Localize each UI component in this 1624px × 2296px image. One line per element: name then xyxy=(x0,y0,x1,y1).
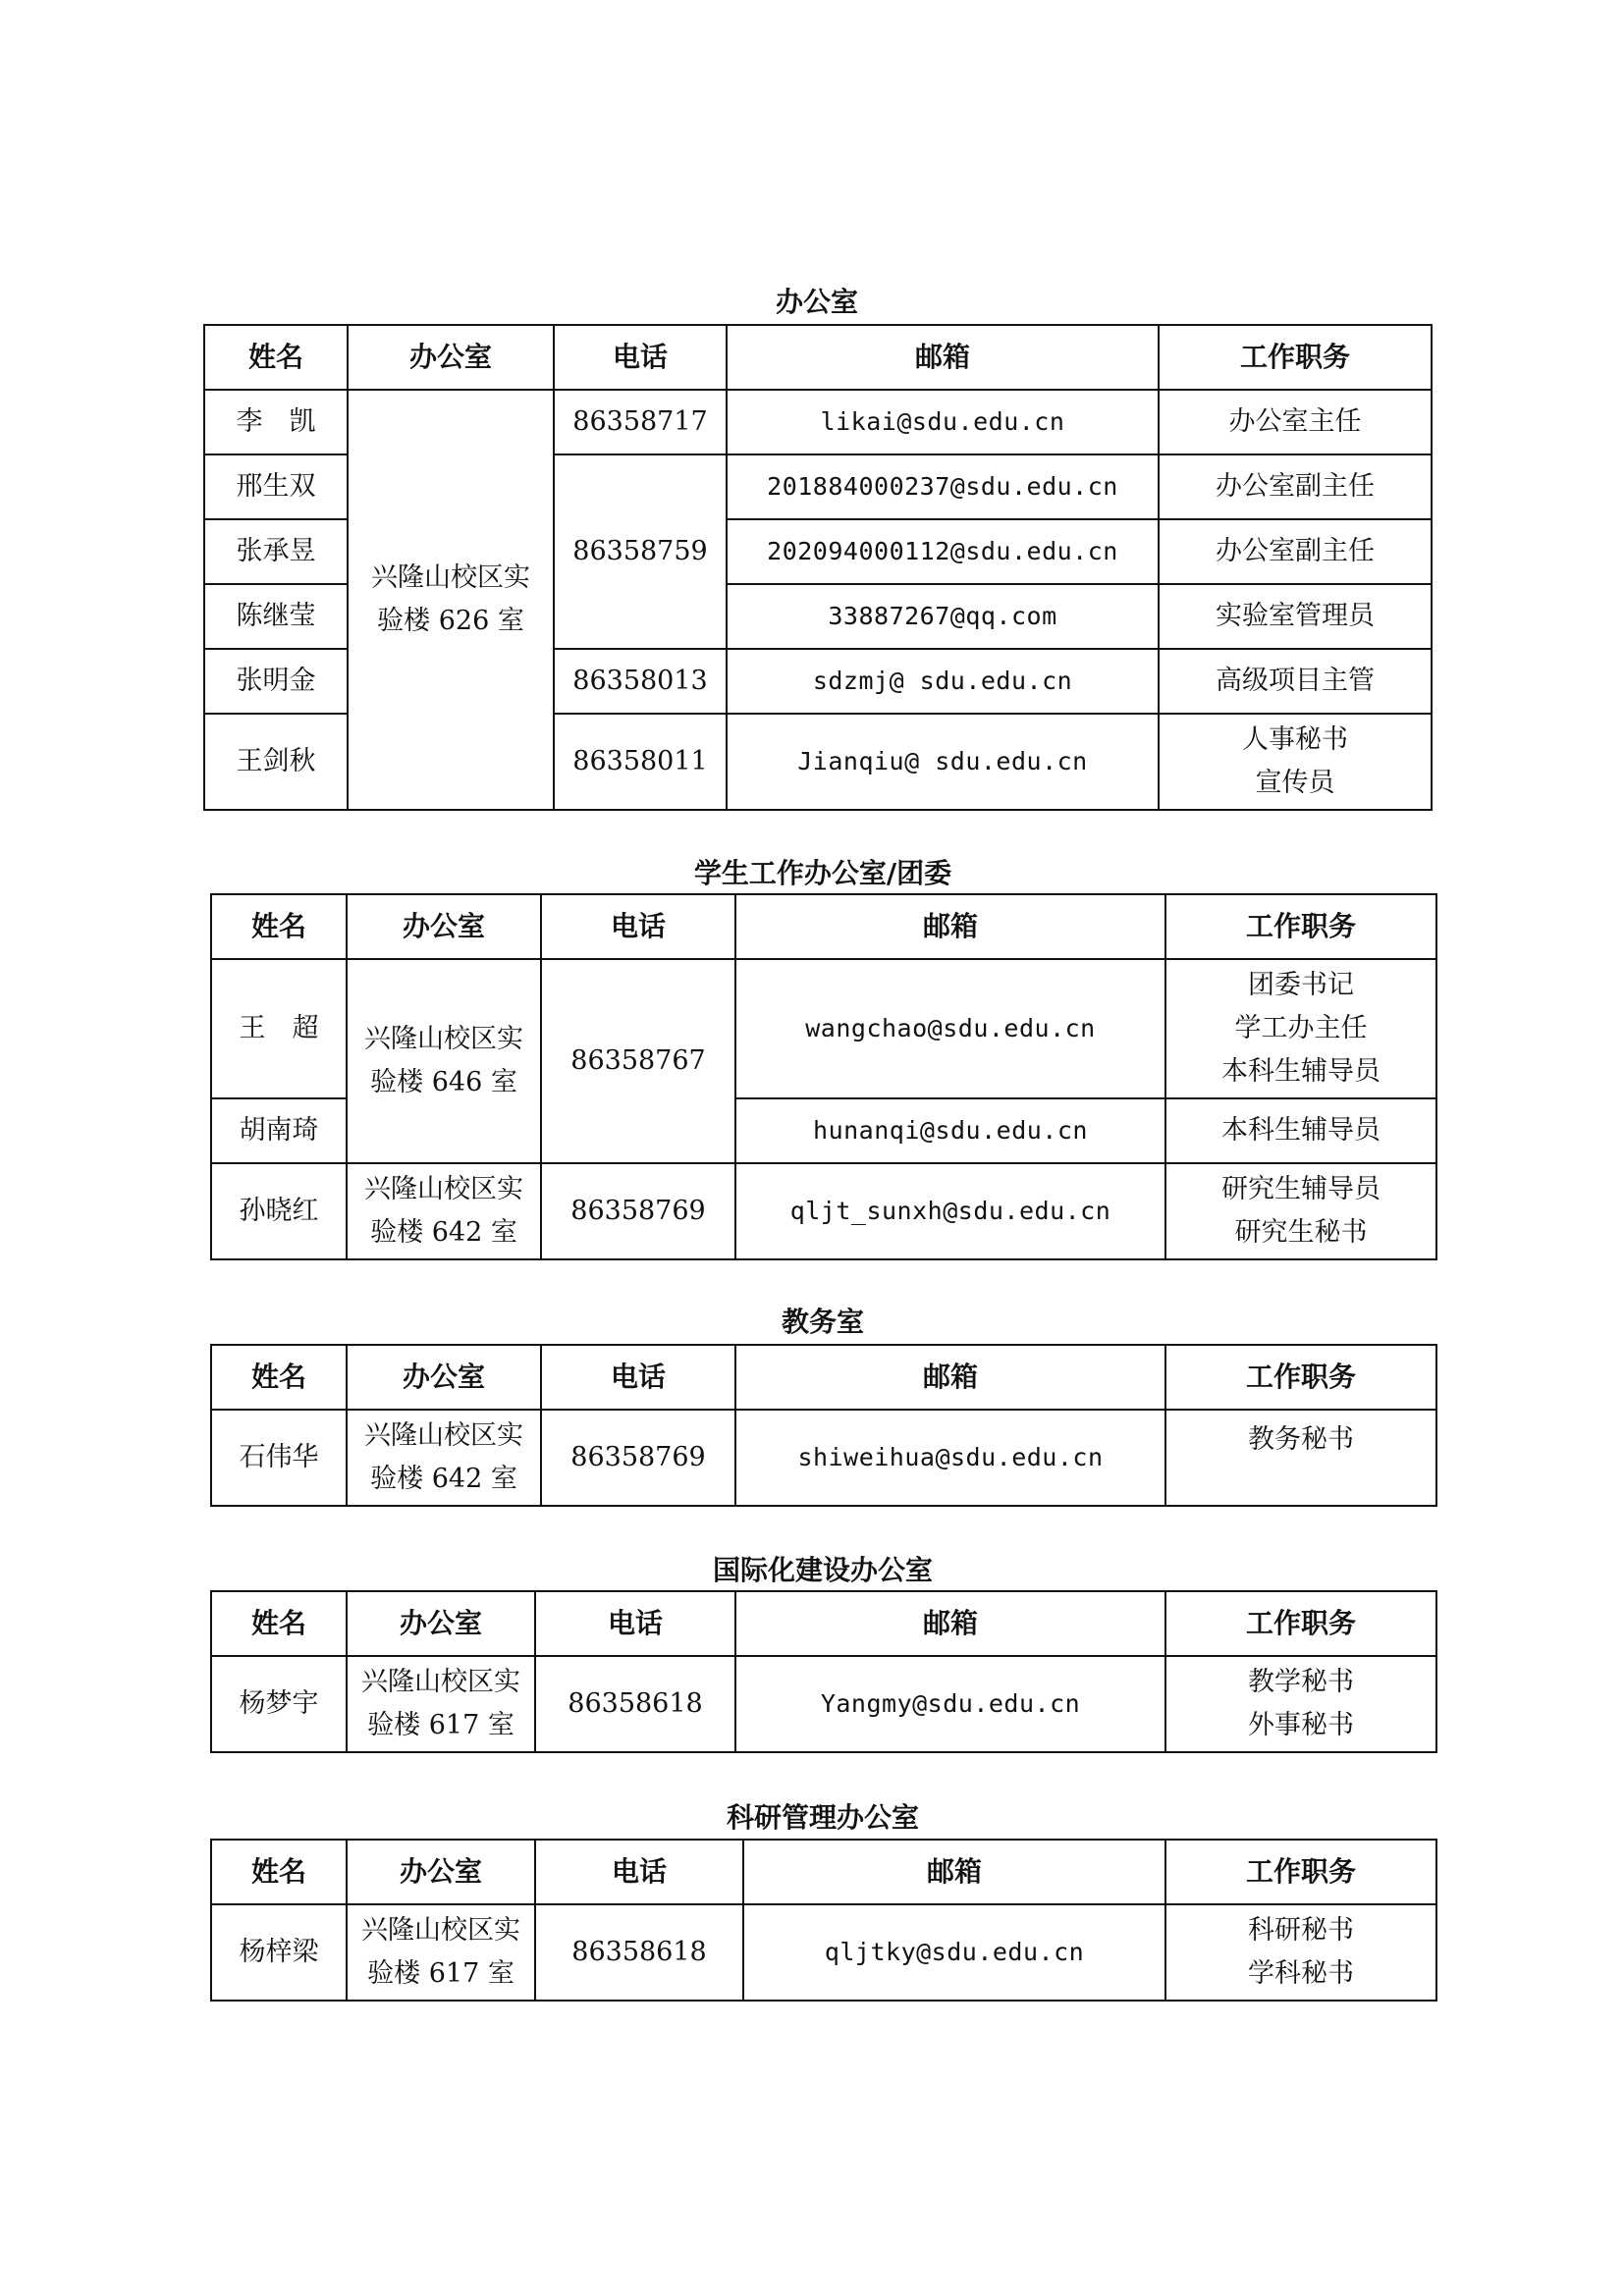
position-cell: 实验室管理员 xyxy=(1159,584,1432,649)
header-phone: 电话 xyxy=(554,325,727,390)
position-cell: 科研秘书 学科秘书 xyxy=(1165,1904,1436,2001)
header-position: 工作职务 xyxy=(1165,1591,1436,1656)
phone-cell: 86358618 xyxy=(535,1656,735,1752)
header-phone: 电话 xyxy=(541,1345,735,1410)
position-cell: 本科生辅导员 xyxy=(1165,1098,1436,1163)
position-cell: 教学秘书 外事秘书 xyxy=(1165,1656,1436,1752)
name-cell: 邢生双 xyxy=(204,454,348,519)
header-name: 姓名 xyxy=(211,1840,347,1904)
phone-cell: 86358013 xyxy=(554,649,727,714)
header-row xyxy=(211,894,1436,959)
research-management-table xyxy=(210,1839,1437,2002)
name-cell: 张明金 xyxy=(204,649,348,714)
email-cell: wangchao@sdu.edu.cn xyxy=(735,959,1165,1098)
name-cell: 陈继莹 xyxy=(204,584,348,649)
table-row xyxy=(211,1410,1436,1506)
phone-cell: 86358767 xyxy=(541,959,735,1163)
header-row xyxy=(211,1345,1436,1410)
header-office: 办公室 xyxy=(348,325,554,390)
section-office xyxy=(203,281,1431,811)
email-cell: 201884000237@sdu.edu.cn xyxy=(727,454,1159,519)
office-table xyxy=(203,324,1433,811)
header-email: 邮箱 xyxy=(735,894,1165,959)
position-cell: 办公室副主任 xyxy=(1159,454,1432,519)
office-cell: 兴隆山校区实 验楼 617 室 xyxy=(347,1656,535,1752)
header-name: 姓名 xyxy=(211,1345,347,1410)
position-cell: 人事秘书 宣传员 xyxy=(1159,714,1432,810)
table-row xyxy=(211,1904,1436,2001)
position-cell: 办公室副主任 xyxy=(1159,519,1432,584)
position-cell: 研究生辅导员 研究生秘书 xyxy=(1165,1163,1436,1259)
phone-cell: 86358618 xyxy=(535,1904,743,2001)
academic-affairs-table xyxy=(210,1344,1437,1507)
email-cell: Yangmy@sdu.edu.cn xyxy=(735,1656,1165,1752)
student-affairs-table xyxy=(210,893,1437,1260)
header-position: 工作职务 xyxy=(1159,325,1432,390)
name-cell: 李 凯 xyxy=(204,390,348,454)
office-cell: 兴隆山校区实 验楼 642 室 xyxy=(347,1163,541,1259)
section-internationalization xyxy=(210,1549,1435,1755)
name-cell: 张承昱 xyxy=(204,519,348,584)
header-email: 邮箱 xyxy=(727,325,1159,390)
email-cell: likai@sdu.edu.cn xyxy=(727,390,1159,454)
header-position: 工作职务 xyxy=(1165,894,1436,959)
name-cell: 石伟华 xyxy=(211,1410,347,1506)
header-email: 邮箱 xyxy=(743,1840,1165,1904)
section-title: 办公室 xyxy=(775,286,858,318)
email-cell: 33887267@qq.com xyxy=(727,584,1159,649)
section-academic-affairs xyxy=(210,1301,1435,1507)
internationalization-table xyxy=(210,1590,1437,1753)
table-row xyxy=(204,390,1432,454)
header-office: 办公室 xyxy=(347,894,541,959)
section-research-management xyxy=(210,1796,1435,2002)
email-cell: sdzmj@ sdu.edu.cn xyxy=(727,649,1159,714)
section-student-affairs xyxy=(210,852,1435,1264)
header-office: 办公室 xyxy=(347,1345,541,1410)
email-cell: qljt_sunxh@sdu.edu.cn xyxy=(735,1163,1165,1259)
email-cell: hunanqi@sdu.edu.cn xyxy=(735,1098,1165,1163)
header-office: 办公室 xyxy=(347,1840,535,1904)
phone-cell: 86358769 xyxy=(541,1163,735,1259)
position-cell: 团委书记 学工办主任 本科生辅导员 xyxy=(1165,959,1436,1098)
header-email: 邮箱 xyxy=(735,1345,1165,1410)
header-position: 工作职务 xyxy=(1165,1345,1436,1410)
section-title: 科研管理办公室 xyxy=(726,1801,919,1834)
header-name: 姓名 xyxy=(204,325,348,390)
section-title: 教务室 xyxy=(781,1306,864,1338)
header-name: 姓名 xyxy=(211,1591,347,1656)
header-phone: 电话 xyxy=(541,894,735,959)
phone-cell: 86358759 xyxy=(554,454,727,649)
section-title: 国际化建设办公室 xyxy=(712,1554,933,1586)
name-cell: 王剑秋 xyxy=(204,714,348,810)
phone-cell: 86358011 xyxy=(554,714,727,810)
header-position: 工作职务 xyxy=(1165,1840,1436,1904)
email-cell: shiweihua@sdu.edu.cn xyxy=(735,1410,1165,1506)
name-cell: 王 超 xyxy=(211,959,347,1098)
email-cell: qljtky@sdu.edu.cn xyxy=(743,1904,1165,2001)
name-cell: 孙晓红 xyxy=(211,1163,347,1259)
email-cell: Jianqiu@ sdu.edu.cn xyxy=(727,714,1159,810)
table-row xyxy=(211,959,1436,1098)
header-row xyxy=(204,325,1432,390)
position-cell: 高级项目主管 xyxy=(1159,649,1432,714)
email-cell: 202094000112@sdu.edu.cn xyxy=(727,519,1159,584)
header-phone: 电话 xyxy=(535,1591,735,1656)
position-cell: 办公室主任 xyxy=(1159,390,1432,454)
office-cell: 兴隆山校区实 验楼 626 室 xyxy=(348,390,554,810)
phone-cell: 86358717 xyxy=(554,390,727,454)
header-email: 邮箱 xyxy=(735,1591,1165,1656)
table-row xyxy=(211,1656,1436,1752)
position-cell: 教务秘书 xyxy=(1165,1410,1436,1506)
section-title: 学生工作办公室/团委 xyxy=(693,857,952,889)
name-cell: 杨梓梁 xyxy=(211,1904,347,2001)
table-row xyxy=(211,1163,1436,1259)
header-row xyxy=(211,1591,1436,1656)
phone-cell: 86358769 xyxy=(541,1410,735,1506)
header-row xyxy=(211,1840,1436,1904)
name-cell: 杨梦宇 xyxy=(211,1656,347,1752)
office-cell: 兴隆山校区实 验楼 642 室 xyxy=(347,1410,541,1506)
header-phone: 电话 xyxy=(535,1840,743,1904)
header-office: 办公室 xyxy=(347,1591,535,1656)
office-cell: 兴隆山校区实 验楼 646 室 xyxy=(347,959,541,1163)
header-name: 姓名 xyxy=(211,894,347,959)
office-cell: 兴隆山校区实 验楼 617 室 xyxy=(347,1904,535,2001)
name-cell: 胡南琦 xyxy=(211,1098,347,1163)
